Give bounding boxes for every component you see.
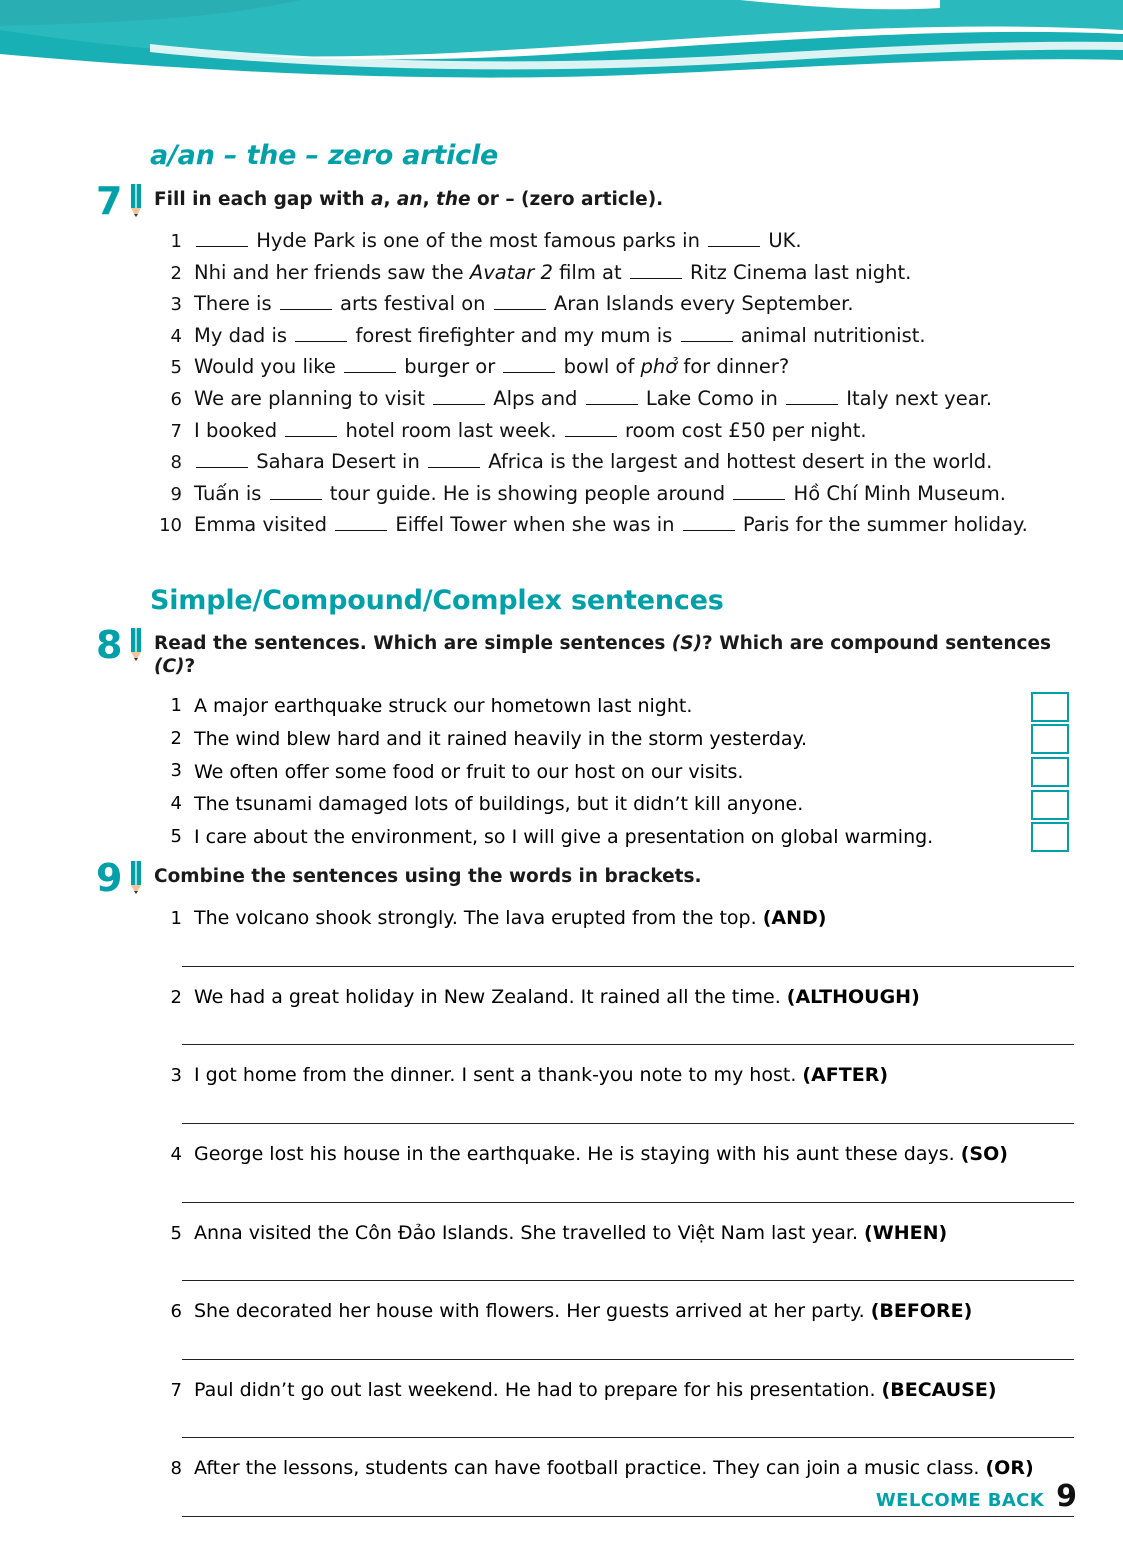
item-cue: (SO) — [960, 1142, 1008, 1165]
item-text — [194, 1220, 1074, 1247]
answer-checkbox[interactable] — [1031, 757, 1069, 787]
item-sentence: I got home from the dinner. I sent a thank-you note to my host. — [194, 1064, 797, 1087]
item-sentence: George lost his house in the earthquake. He is staying with his aunt these days. — [194, 1142, 955, 1165]
item-text: The tsunami damaged lots of buildings, but it didn’t kill anyone. — [194, 793, 804, 816]
item-text: We often offer some food or fruit to our host on our visits. — [194, 760, 744, 783]
item-number: 2 — [170, 727, 182, 749]
answer-line[interactable] — [182, 1168, 1074, 1203]
answer-checkbox[interactable] — [1031, 724, 1069, 754]
item-text: There is arts festival on Aran Islands every September. — [194, 292, 854, 316]
exercise-8 — [96, 623, 1056, 854]
item-number: 2 — [170, 262, 182, 284]
answer-line[interactable] — [182, 1403, 1074, 1438]
item-number: 2 — [170, 986, 182, 1008]
gap-blank[interactable] — [586, 386, 638, 406]
section-title-articles: a/an – the – zero article — [150, 140, 499, 171]
item-sentence: We had a great holiday in New Zealand. It rained all the time. — [194, 985, 781, 1008]
gap-blank[interactable] — [196, 449, 248, 469]
answer-checkbox[interactable] — [1031, 790, 1069, 820]
item-text: Would you like burger or bowl of phở for dinner? — [194, 355, 790, 379]
item-number: 7 — [170, 420, 182, 442]
exercise-7 — [96, 179, 1056, 541]
answer-line[interactable] — [182, 1246, 1074, 1281]
answer-checkbox[interactable] — [1031, 692, 1069, 722]
list-item — [144, 288, 1056, 320]
item-number: 10 — [159, 515, 182, 537]
gap-blank[interactable] — [630, 259, 682, 279]
list-item — [144, 351, 1056, 383]
list-item — [144, 509, 1056, 541]
list-item — [144, 225, 1056, 257]
exercise-9 — [96, 856, 1056, 1517]
item-text: The wind blew hard and it rained heavily in the storm yesterday. — [194, 727, 808, 750]
gap-blank[interactable] — [196, 228, 248, 248]
exercise-8-number: 8 — [96, 623, 123, 667]
gap-blank[interactable] — [494, 291, 546, 311]
item-cue: (AND) — [762, 907, 827, 930]
item-text — [194, 1062, 1074, 1089]
item-cue: (BEFORE) — [870, 1300, 973, 1323]
gap-blank[interactable] — [433, 386, 485, 406]
item-cue: (ALTHOUGH) — [786, 985, 920, 1008]
item-text: Emma visited Eiffel Tower when she was in Paris for the summer holiday. — [194, 513, 1028, 537]
gap-blank[interactable] — [428, 449, 480, 469]
item-number: 5 — [170, 825, 182, 847]
exercise-7-list — [96, 225, 1056, 541]
list-item — [144, 1220, 1074, 1282]
item-number: 5 — [170, 357, 182, 379]
item-text — [194, 1377, 1074, 1404]
item-number: 3 — [170, 294, 182, 316]
item-number: 3 — [170, 1065, 182, 1087]
item-text: I care about the environment, so I will give a presentation on global warming. — [194, 825, 934, 848]
item-cue: (AFTER) — [802, 1064, 889, 1087]
list-item — [144, 383, 1056, 415]
item-number: 4 — [170, 325, 182, 347]
exercise-9-list — [96, 905, 1074, 1517]
item-text — [194, 905, 1074, 932]
item-number: 6 — [170, 389, 182, 411]
item-cue: (BECAUSE) — [881, 1378, 997, 1401]
answer-line[interactable] — [182, 1010, 1074, 1045]
item-number: 8 — [170, 1458, 182, 1480]
list-item — [144, 690, 1069, 723]
list-item — [144, 446, 1056, 478]
list-item — [144, 756, 1069, 789]
item-text: Nhi and her friends saw the Avatar 2 film at Ritz Cinema last night. — [194, 260, 912, 284]
item-number: 1 — [170, 908, 182, 930]
answer-line[interactable] — [182, 1089, 1074, 1124]
list-item — [144, 478, 1056, 510]
gap-blank[interactable] — [335, 512, 387, 532]
gap-blank[interactable] — [285, 417, 337, 437]
item-number: 5 — [170, 1222, 182, 1244]
item-text — [194, 1298, 1074, 1325]
answer-checkbox[interactable] — [1031, 822, 1069, 852]
item-text — [194, 984, 1074, 1011]
item-sentence: After the lessons, students can have football practice. They can join a music class. — [194, 1457, 980, 1480]
item-number: 1 — [170, 695, 182, 717]
exercise-9-instruction: Combine the sentences using the words in brackets. — [154, 866, 702, 887]
item-text: A major earthquake struck our hometown last night. — [194, 695, 693, 718]
item-text: Tuấn is tour guide. He is showing people around Hồ Chí Minh Museum. — [194, 481, 1006, 505]
page-footer — [876, 1479, 1077, 1514]
item-text: My dad is forest firefighter and my mum is animal nutritionist. — [194, 323, 926, 347]
footer-unit-label: WELCOME BACK — [875, 1490, 1045, 1511]
item-text: Sahara Desert in Africa is the largest and hottest desert in the world. — [194, 446, 1056, 478]
gap-blank[interactable] — [295, 322, 347, 342]
item-text — [194, 1141, 1074, 1168]
list-item — [144, 788, 1069, 821]
gap-blank[interactable] — [344, 354, 396, 374]
gap-blank[interactable] — [683, 512, 735, 532]
exercise-7-instruction: Fill in each gap with a, an, the or – (zero article). — [154, 189, 664, 210]
exercise-8-list — [96, 690, 1069, 853]
list-item — [144, 723, 1069, 756]
page-number: 9 — [1056, 1479, 1077, 1514]
item-number: 6 — [170, 1301, 182, 1323]
list-item — [144, 1298, 1074, 1360]
list-item — [144, 1062, 1074, 1124]
item-number: 3 — [170, 760, 182, 782]
answer-line[interactable] — [182, 932, 1074, 967]
section-title-text: Simple/Compound/Complex sentences — [150, 585, 724, 616]
list-item — [144, 1141, 1074, 1203]
item-sentence: The volcano shook strongly. The lava erupted from the top. — [194, 907, 757, 930]
gap-blank[interactable] — [733, 480, 785, 500]
list-item — [144, 415, 1056, 447]
gap-blank[interactable] — [503, 354, 555, 374]
answer-line[interactable] — [182, 1325, 1074, 1360]
section-title-sentences — [150, 585, 724, 616]
gap-blank[interactable] — [270, 480, 322, 500]
list-item — [144, 984, 1074, 1046]
item-text — [194, 1455, 1074, 1482]
item-sentence: She decorated her house with flowers. Her guests arrived at her party. — [194, 1300, 865, 1323]
list-item — [144, 1377, 1074, 1439]
gap-blank[interactable] — [708, 228, 760, 248]
item-text: Hyde Park is one of the most famous parks in UK. — [194, 225, 1056, 257]
list-item — [144, 821, 1069, 854]
item-number: 9 — [170, 483, 182, 505]
pencil-icon — [128, 861, 144, 895]
pencil-icon — [128, 628, 144, 662]
gap-blank[interactable] — [681, 322, 733, 342]
gap-blank[interactable] — [786, 386, 838, 406]
gap-blank[interactable] — [565, 417, 617, 437]
list-item — [144, 320, 1056, 352]
item-number: 4 — [170, 1143, 182, 1165]
item-number: 8 — [170, 452, 182, 474]
list-item — [144, 257, 1056, 289]
item-cue: (WHEN) — [864, 1221, 948, 1244]
exercise-8-instruction: Read the sentences. Which are simple sentences (S)? Which are compound sentences (C)? — [154, 633, 1052, 678]
item-number: 4 — [170, 793, 182, 815]
gap-blank[interactable] — [280, 291, 332, 311]
item-sentence: Anna visited the Côn Đảo Islands. She travelled to Việt Nam last year. — [194, 1221, 858, 1244]
item-number: 7 — [170, 1379, 182, 1401]
exercise-9-number: 9 — [96, 856, 123, 900]
list-item — [144, 905, 1074, 967]
item-sentence: Paul didn’t go out last weekend. He had to prepare for his presentation. — [194, 1378, 876, 1401]
item-cue: (OR) — [985, 1457, 1034, 1480]
item-number: 1 — [170, 231, 182, 253]
pencil-icon — [128, 184, 144, 218]
item-text: I booked hotel room last week. room cost £50 per night. — [194, 418, 867, 442]
item-text: We are planning to visit Alps and Lake Como in Italy next year. — [194, 387, 993, 411]
exercise-7-number: 7 — [96, 179, 123, 223]
